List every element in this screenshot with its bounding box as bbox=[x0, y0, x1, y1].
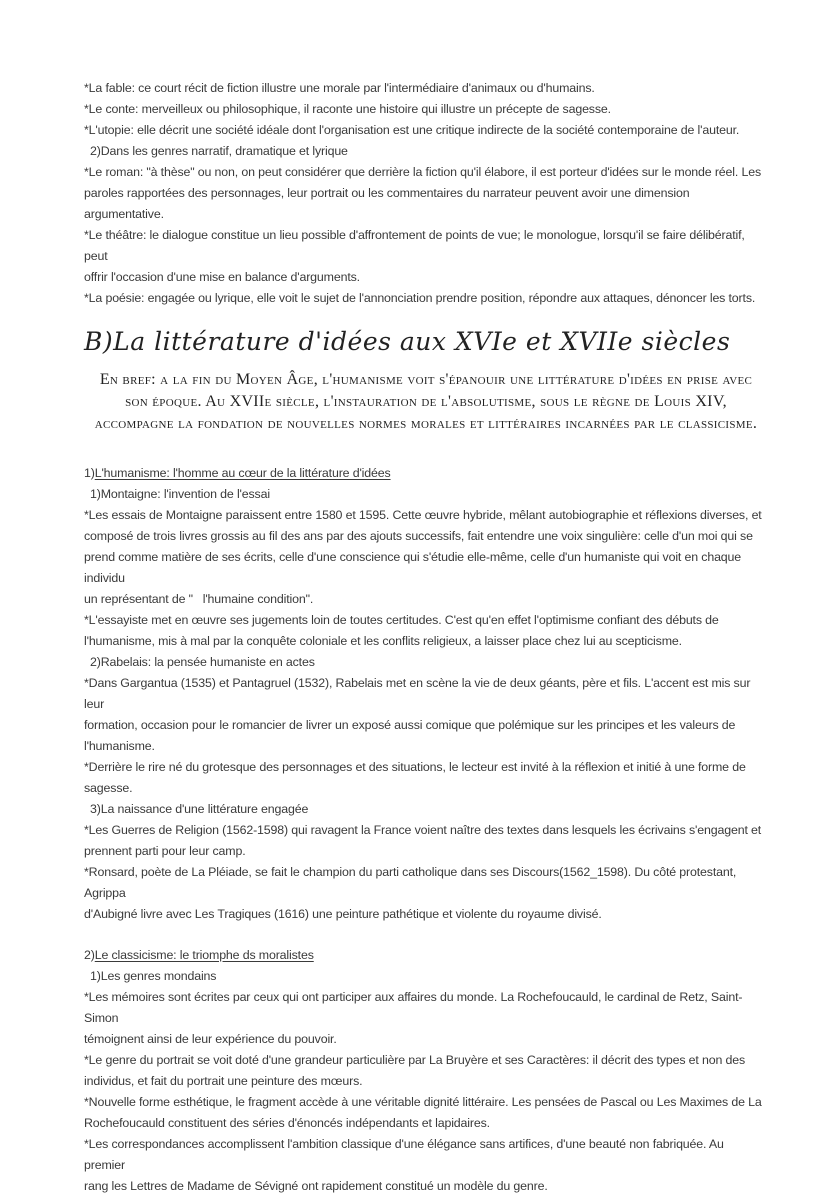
part2-heading bbox=[84, 945, 768, 966]
text-line: témoignent ainsi de leur expérience du pouvoir. bbox=[84, 1032, 337, 1046]
text-line: prennent parti pour leur camp. bbox=[84, 844, 246, 858]
text-line: offrir l'occasion d'une mise en balance d'arguments. bbox=[84, 270, 360, 284]
text-line: *Nouvelle forme esthétique, le fragment accède à une véritable dignité littéraire. Les pensées de Pascal ou Les Maximes de La bbox=[84, 1095, 762, 1109]
part2-block bbox=[84, 945, 768, 1197]
text-line: *Ronsard, poète de La Pléiade, se fait le champion du parti catholique dans ses Discours(1562_1598). Du côté protestant, Agrippa bbox=[84, 865, 739, 900]
summary-box: En bref: a la fin du Moyen Âge, l'humanisme voit s'épanouir une littérature d'idées en prise avec son époque. Au XVIIe siècle, l'instauration de l'absolutisme, sous le règne de Louis XIV, accompagne la fondation de nouvelles normes morales et littéraires incarnées par le classicisme. bbox=[94, 371, 758, 432]
text-line: l'humanisme. bbox=[84, 739, 155, 753]
text-line: *Le conte: merveilleux ou philosophique, il raconte une histoire qui illustre un précepte de sagesse. bbox=[84, 102, 611, 116]
part-heading-text: L'humanisme: l'homme au cœur de la littérature d'idées bbox=[94, 466, 391, 480]
text-line: *L'utopie: elle décrit une société idéale dont l'organisation est une critique indirecte de la société contemporaine de l'auteur. bbox=[84, 123, 740, 137]
text-line: *Derrière le rire né du grotesque des personnages et des situations, le lecteur est invité à la réflexion et initié à une forme de bbox=[84, 760, 746, 774]
text-line: *Les mémoires sont écrites par ceux qui ont participer aux affaires du monde. La Rochefoucauld, le cardinal de Retz, Saint-Simon bbox=[84, 990, 743, 1025]
part1-block bbox=[84, 463, 768, 925]
part-number: 2) bbox=[84, 948, 95, 962]
text-line: rang les Lettres de Madame de Sévigné ont rapidement constitué un modèle du genre. bbox=[84, 1179, 548, 1193]
text-line: *Le roman: "à thèse" ou non, on peut considérer que derrière la fiction qu'il élabore, il est porteur d'idées sur le monde réel. Les bbox=[84, 165, 761, 179]
text-line: paroles rapportées des personnages, leur portrait ou les commentaires du narrateur peuvent avoir une dimension argumentative. bbox=[84, 186, 693, 221]
text-line: formation, occasion pour le romancier de livrer un exposé aussi comique que polémique sur les principes et les valeurs de bbox=[84, 718, 736, 732]
text-line: *L'essayiste met en œuvre ses jugements loin de toutes certitudes. C'est qu'en effet l'optimisme confiant des débuts de bbox=[84, 613, 719, 627]
part-heading-text: Le classicisme: le triomphe ds moralistes bbox=[94, 948, 314, 962]
text-line: *La fable: ce court récit de fiction illustre une morale par l'intermédiaire d'animaux ou d'humains. bbox=[84, 81, 595, 95]
subheading: 2)Rabelais: la pensée humaniste en actes bbox=[90, 655, 315, 669]
text-line: *Les essais de Montaigne paraissent entre 1580 et 1595. Cette œuvre hybride, mêlant autobiographie et réflexions diverses, et bbox=[84, 508, 762, 522]
text-line: *Les Guerres de Religion (1562-1598) qui ravagent la France voient naître des textes dans lesquels les écrivains s'engagent et bbox=[84, 823, 762, 837]
text-line: *La poésie: engagée ou lyrique, elle voit le sujet de l'annonciation prendre position, répondre aux attaques, dénoncer les torts. bbox=[84, 291, 756, 305]
subheading: 2)Dans les genres narratif, dramatique et lyrique bbox=[90, 144, 348, 158]
text-line: *Les correspondances accomplissent l'ambition classique d'une élégance sans artifices, d'une beauté non fabriquée. Au premier bbox=[84, 1137, 728, 1172]
text-line: l'humanisme, mis à mal par la conquête coloniale et les conflits religieux, a laisser place chez lui au scepticisme. bbox=[84, 634, 682, 648]
part1-heading bbox=[84, 463, 768, 484]
subheading: 1)Montaigne: l'invention de l'essai bbox=[90, 487, 270, 501]
text-line: d'Aubigné livre avec Les Tragiques (1616) une peinture pathétique et violente du royaume divisé. bbox=[84, 907, 602, 921]
subheading: 1)Les genres mondains bbox=[90, 969, 217, 983]
text-line: Rochefoucauld constituent des séries d'énoncés indépendants et lapidaires. bbox=[84, 1116, 490, 1130]
text-line: *Le genre du portrait se voit doté d'une grandeur particulière par La Bruyère et ses Caractères: il décrit des types et non des bbox=[84, 1053, 746, 1067]
text-line: sagesse. bbox=[84, 781, 133, 795]
subheading: 3)La naissance d'une littérature engagée bbox=[90, 802, 309, 816]
text-line: prend comme matière de ses écrits, celle d'une conscience qui s'étudie elle-même, celle d'un humaniste qui voit en chaque individu bbox=[84, 550, 745, 585]
part-number: 1) bbox=[84, 466, 95, 480]
text-line: un représentant de " l'humaine condition". bbox=[84, 592, 314, 606]
text-line: *Dans Gargantua (1535) et Pantagruel (1532), Rabelais met en scène la vie de deux géants, père et fils. L'accent est mis sur leur bbox=[84, 676, 754, 711]
text-line: individus, et fait du portrait une peinture des mœurs. bbox=[84, 1074, 363, 1088]
text-line: composé de trois livres grossis au fil des ans par des ajouts successifs, fait entendre une voix singulière: celle d'un moi qui se bbox=[84, 529, 753, 543]
text-line: *Le théâtre: le dialogue constitue un lieu possible d'affrontement de points de vue; le monologue, lorsqu'il se faire délibératif, peut bbox=[84, 228, 749, 263]
spacer bbox=[84, 925, 768, 945]
intro-block bbox=[84, 78, 768, 309]
section-title: B)La littérature d'idées aux XVIe et XVIIe siècles bbox=[84, 327, 731, 356]
